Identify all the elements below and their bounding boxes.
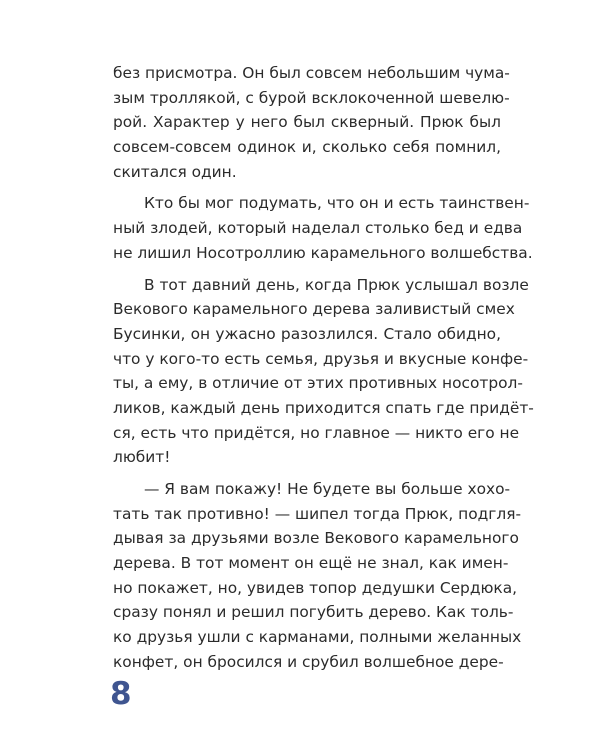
text-line: рой. Характер у него был скверный. Прюк был [113, 113, 501, 132]
text-line: не лишил Носотроллию карамельного волшебства. [113, 243, 533, 262]
text-line: что у кого-то есть семья, друзья и вкусные конфе- [113, 349, 529, 368]
paragraph [113, 61, 510, 184]
text-line: ко друзья ушли с карманами, полными желанных [113, 628, 522, 647]
text-line: Векового карамельного дерева заливистый смех [113, 300, 515, 319]
text-line: ный злодей, который наделал столько бед и едва [113, 219, 523, 238]
paragraph [113, 273, 534, 471]
text-line: сразу понял и решил погубить дерево. Как толь- [113, 603, 514, 622]
text-line: Кто бы мог подумать, что он и есть таинствен- [144, 194, 530, 213]
text-line: дерева. В тот момент он ещё не знал, как имен- [113, 554, 509, 573]
text-line: ся, есть что придётся, но главное — никто его не [113, 423, 520, 442]
text-line: Бусинки, он ужасно разозлился. Стало обидно, [113, 324, 501, 343]
text-line: ликов, каждый день приходится спать где придёт- [113, 398, 534, 417]
paragraph [113, 477, 522, 675]
text-line: совсем-совсем одинок и, сколько себя помнил, [113, 138, 501, 157]
text-line: скитался один. [113, 162, 237, 181]
paragraph [113, 191, 533, 265]
text-line: тать так противно! — шипел тогда Прюк, подгля- [113, 504, 522, 523]
text-line: ты, а ему, в отличие от этих противных носотрол- [113, 374, 523, 393]
text-line: — Я вам покажу! Не будете вы больше хохо- [144, 480, 511, 498]
text-line: конфет, он бросился и срубил волшебное дере- [113, 652, 504, 671]
text-line: без присмотра. Он был совсем небольшим чума- [113, 64, 510, 82]
text-line: зым троллякой, с бурой всклокоченной шевелю- [113, 88, 510, 107]
text-line: любит! [113, 448, 171, 467]
body-text [113, 61, 534, 675]
text-line: дывая за друзьями возле Векового карамельного [113, 529, 519, 548]
text-line: В тот давний день, когда Прюк услышал возле [144, 275, 529, 294]
page-number: 8 [110, 676, 132, 712]
text-line: но покажет, но, увидев топор дедушки Сердюка, [113, 578, 518, 597]
